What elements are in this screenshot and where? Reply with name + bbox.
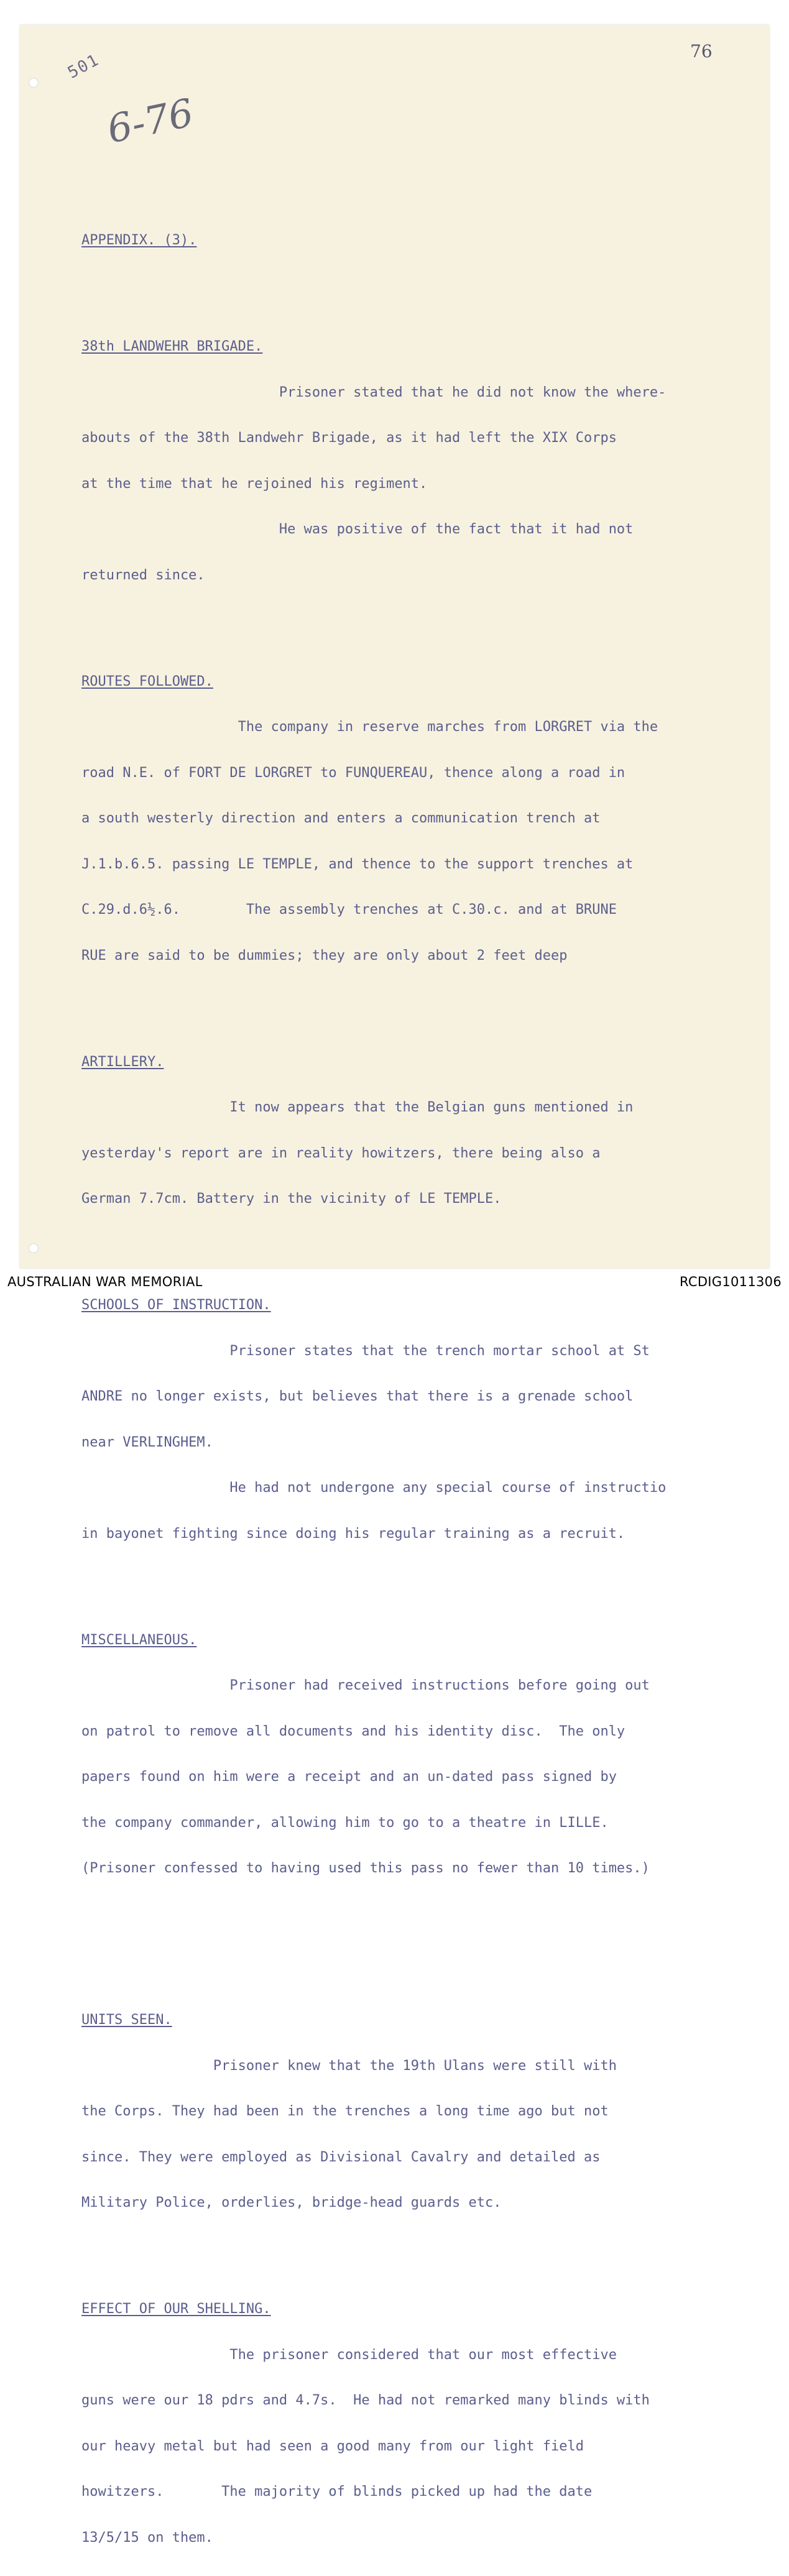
text-line: in bayonet fighting since doing his regular training as a recruit. [81,1525,625,1542]
typed-report [81,203,747,2576]
text-line: Prisoner stated that he did not know the where- [81,384,667,400]
text-line: The prisoner considered that our most effective [81,2347,617,2363]
text-line: guns were our 18 pdrs and 4.7s. He had not remarked many blinds with [81,2393,650,2408]
text-line: our heavy metal but had seen a good many from our light field [81,2438,584,2454]
text-line: Prisoner states that the trench mortar school at St [81,1343,650,1359]
text-line: papers found on him were a receipt and an un-dated pass signed by [81,1769,617,1785]
text-line: returned since. [81,567,205,583]
text-line: He was positive of the fact that it had not [81,522,634,537]
text-line: J.1.b.6.5. passing LE TEMPLE, and thence to the support trenches at [81,856,634,872]
text-line: abouts of the 38th Landwehr Brigade, as it had left the XIX Corps [81,430,617,446]
punch-hole [29,78,39,88]
text-line: howitzers. The majority of blinds picked up had the date [81,2484,593,2500]
text-line: It now appears that the Belgian guns mentioned in [81,1100,634,1115]
appendix-title: APPENDIX. (3). [81,232,197,248]
text-line: The company in reserve marches from LORGRET via the [81,719,658,735]
text-line: German 7.7cm. Battery in the vicinity of LE TEMPLE. [81,1191,502,1207]
text-line: road N.E. of FORT DE LORGRET to FUNQUEREAU, thence along a road in [81,765,625,781]
text-line: the company commander, allowing him to go to a theatre in LILLE. [81,1815,609,1831]
section-heading: EFFECT OF OUR SHELLING. [81,2301,271,2317]
text-line: since. They were employed as Divisional Cavalry and detailed as [81,2149,601,2165]
page-number: 76 [690,41,713,62]
text-line: RUE are said to be dummies; they are only about 2 feet deep [81,947,568,964]
text-line: 13/5/15 on them. [81,2529,213,2546]
footer-credit: AUSTRALIAN WAR MEMORIAL [7,1274,203,1289]
text-line: a south westerly direction and enters a communication trench at [81,811,601,826]
footer-record-id: RCDIG1011306 [680,1274,782,1289]
text-line: (Prisoner confessed to having used this pass no fewer than 10 times.) [81,1861,650,1876]
text-line: ANDRE no longer exists, but believes that there is a grenade school [81,1389,634,1404]
section-heading: UNITS SEEN. [81,2012,172,2028]
text-line: on patrol to remove all documents and his identity disc. The only [81,1723,625,1739]
text-line: C.29.d.6½.6. The assembly trenches at C.30.c. and at BRUNE [81,902,617,918]
text-line: yesterday's report are in reality howitzers, there being also a [81,1145,601,1161]
text-line: the Corps. They had been in the trenches a long time ago but not [81,2104,609,2119]
handwritten-folio: 6-76 [103,90,198,152]
section-heading: 38th LANDWEHR BRIGADE. [81,339,263,354]
text-line: Military Police, orderlies, bridge-head guards etc. [81,2195,502,2210]
text-line: Prisoner had received instructions before going out [81,1678,650,1693]
register-stamp: 501 [65,50,103,83]
section-heading: MISCELLANEOUS. [81,1632,197,1648]
section-heading: ROUTES FOLLOWED. [81,673,213,689]
text-line: at the time that he rejoined his regiment. [81,476,428,492]
section-heading: ARTILLERY. [81,1054,164,1070]
text-line: He had not undergone any special course of instructio [81,1480,667,1496]
text-line: near VERLINGHEM. [81,1434,213,1450]
section-heading: SCHOOLS OF INSTRUCTION. [81,1297,271,1313]
text-line: Prisoner knew that the 19th Ulans were still with [81,2058,617,2074]
punch-hole [29,1243,39,1253]
